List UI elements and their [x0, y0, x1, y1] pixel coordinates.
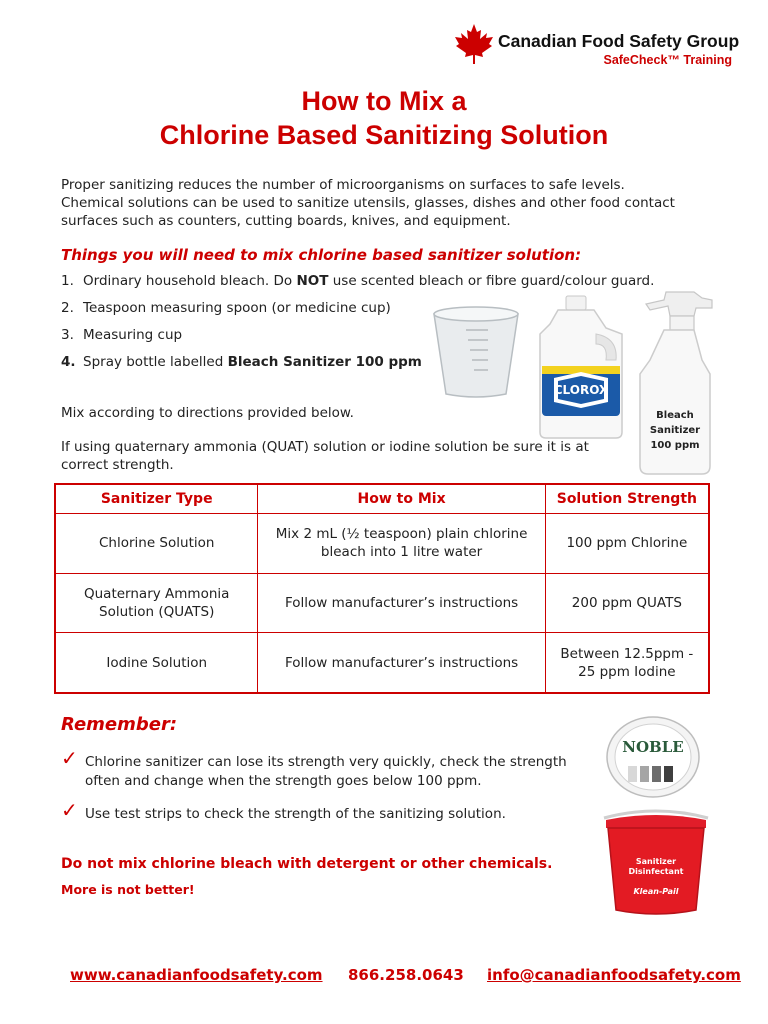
bleach-brand-label: CLOROX	[553, 383, 609, 397]
list-item: 3. Measuring cup	[61, 327, 183, 343]
table-row	[56, 514, 709, 574]
table-cell: Between 12.5ppm - 25 ppm Iodine	[545, 633, 708, 693]
needs-heading: Things you will need to mix chlorine based sanitizer solution:	[61, 246, 582, 264]
page-title-line1: How to Mix a	[301, 86, 467, 116]
table-cell: Mix 2 mL (½ teaspoon) plain chlorine bleach into 1 litre water	[258, 514, 545, 574]
table-row	[56, 633, 709, 693]
pail-label-line1: Sanitizer	[635, 857, 677, 866]
website-link[interactable]: www.canadianfoodsafety.com	[70, 966, 323, 984]
table-cell: Iodine Solution	[56, 633, 258, 693]
maple-leaf-icon	[452, 22, 496, 66]
quat-note: If using quaternary ammonia (QUAT) solution or iodine solution be sure it is at correct strength.	[61, 439, 589, 473]
org-name: Canadian Food Safety Group	[498, 31, 740, 51]
email-link[interactable]: info@canadianfoodsafety.com	[487, 966, 741, 984]
list-item: 2. Teaspoon measuring spoon (or medicine cup)	[61, 300, 391, 316]
phone-number: 866.258.0643	[348, 966, 464, 984]
table-cell: Follow manufacturer’s instructions	[258, 633, 545, 693]
column-header: How to Mix	[258, 485, 545, 514]
bleach-jug-image	[536, 294, 626, 440]
mix-note: Mix according to directions provided below.	[61, 405, 354, 421]
table-cell: Chlorine Solution	[56, 514, 258, 574]
remember-heading: Remember:	[61, 714, 178, 735]
checkmark-icon: ✓	[61, 746, 78, 770]
intro-paragraph: Proper sanitizing reduces the number of microorganisms on surfaces to safe levels. Chemical solutions can be used to sanitize utensils, glasses, dishes and other food contact surfaces such as counters, cutting boards, knives, and equipment.	[61, 177, 675, 229]
pail-label-line2: Disinfectant	[628, 867, 684, 876]
spray-label-line2: Sanitizer	[649, 425, 701, 436]
list-item: 4. Spray bottle labelled Bleach Sanitizer 100 ppm	[61, 354, 422, 370]
table-cell: Quaternary Ammonia Solution (QUATS)	[56, 573, 258, 633]
spray-label-line3: 100 ppm	[650, 440, 700, 451]
list-item: 1. Ordinary household bleach. Do NOT use scented bleach or fibre guard/colour guard.	[61, 273, 655, 289]
table-cell: Follow manufacturer’s instructions	[258, 573, 545, 633]
table-header-row	[56, 485, 709, 514]
sanitizer-table	[54, 483, 710, 694]
table-cell: 100 ppm Chlorine	[545, 514, 708, 574]
logo	[452, 22, 742, 72]
measuring-cup-image	[426, 300, 526, 400]
column-header: Sanitizer Type	[56, 485, 258, 514]
table-cell: 200 ppm QUATS	[545, 573, 708, 633]
warning-line1: Do not mix chlorine bleach with detergent or other chemicals.	[61, 856, 553, 872]
sanitizer-pail-image	[600, 806, 712, 918]
list-item: ✓ Use test strips to check the strength of the sanitizing solution.	[61, 798, 506, 822]
page-title-line2: Chlorine Based Sanitizing Solution	[159, 120, 609, 150]
pail-brand-label: Klean-Pail	[633, 887, 679, 896]
spray-label-line1: Bleach	[656, 410, 694, 421]
table-row	[56, 573, 709, 633]
training-subtitle: SafeCheck™ Training	[603, 53, 732, 67]
list-item: ✓ Chlorine sanitizer can lose its strength very quickly, check the strength often and change when the strength goes below 100 ppm.	[61, 746, 567, 789]
spray-bottle-image	[636, 290, 720, 476]
column-header: Solution Strength	[545, 485, 708, 514]
test-strip-dispenser-image	[604, 714, 702, 800]
warning-line2: More is not better!	[61, 882, 195, 897]
checkmark-icon: ✓	[61, 798, 78, 822]
strip-brand-label: NOBLE	[622, 738, 684, 756]
